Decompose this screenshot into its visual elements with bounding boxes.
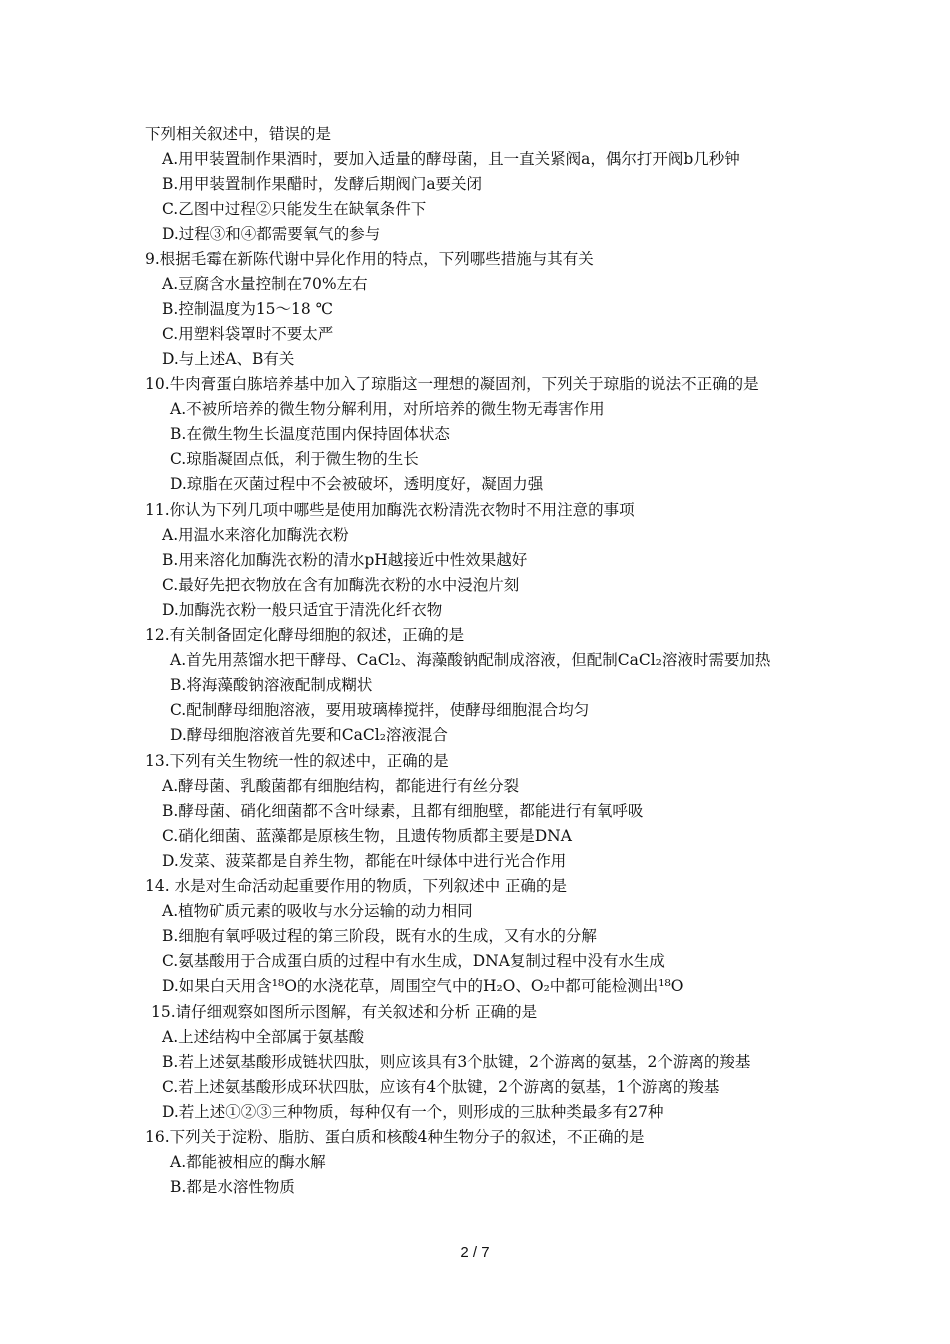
option-14b: B.细胞有氧呼吸过程的第三阶段，既有水的生成，又有水的分解	[162, 927, 597, 945]
question-15: 15.请仔细观察如图所示图解，有关叙述和分析 正确的是	[151, 1003, 538, 1021]
question-14: 14. 水是对生命活动起重要作用的物质，下列叙述中 正确的是	[145, 877, 568, 895]
question-12: 12.有关制备固定化酵母细胞的叙述，正确的是	[145, 626, 465, 644]
option-8a: A.用甲装置制作果酒时，要加入适量的酵母菌，且一直关紧阀a，偶尔打开阀b几秒钟	[162, 150, 740, 168]
question-16: 16.下列关于淀粉、脂肪、蛋白质和核酸4种生物分子的叙述，不正确的是	[145, 1128, 645, 1146]
page-number: 2 / 7	[460, 1244, 490, 1261]
option-14d: D.如果白天用含¹⁸O的水浇花草，周围空气中的H₂O、O₂中都可能检测出¹⁸O	[162, 977, 684, 995]
option-12d: D.酵母细胞溶液首先要和CaCl₂溶液混合	[170, 726, 448, 744]
option-13c: C.硝化细菌、蓝藻都是原核生物，且遗传物质都主要是DNA	[162, 827, 572, 845]
option-11c: C.最好先把衣物放在含有加酶洗衣粉的水中浸泡片刻	[162, 576, 520, 594]
option-11a: A.用温水来溶化加酶洗衣粉	[162, 526, 349, 544]
option-10b: B.在微生物生长温度范围内保持固体状态	[170, 425, 450, 443]
option-9c: C.用塑料袋罩时不要太严	[162, 325, 334, 343]
option-16b: B.都是水溶性物质	[170, 1178, 295, 1196]
option-8d: D.过程③和④都需要氧气的参与	[162, 225, 381, 243]
option-13a: A.酵母菌、乳酸菌都有细胞结构，都能进行有丝分裂	[162, 777, 520, 795]
question-9: 9.根据毛霉在新陈代谢中异化作用的特点，下列哪些措施与其有关	[145, 250, 594, 268]
option-11d: D.加酶洗衣粉一般只适宜于清洗化纤衣物	[162, 601, 443, 619]
option-13d: D.发菜、菠菜都是自养生物，都能在叶绿体中进行光合作用	[162, 852, 567, 870]
option-9d: D.与上述A、B有关	[162, 350, 295, 368]
option-13b: B.酵母菌、硝化细菌都不含叶绿素，且都有细胞壁，都能进行有氧呼吸	[162, 802, 644, 820]
option-12b: B.将海藻酸钠溶液配制成糊状	[170, 676, 373, 694]
option-11b: B.用来溶化加酶洗衣粉的清水pH越接近中性效果越好	[162, 551, 528, 569]
option-9b: B.控制温度为15～18 ℃	[162, 300, 334, 318]
option-14c: C.氨基酸用于合成蛋白质的过程中有水生成，DNA复制过程中没有水生成	[162, 952, 665, 970]
option-15b: B.若上述氨基酸形成链状四肽，则应该具有3个肽键，2个游离的氨基，2个游离的羧基	[162, 1053, 751, 1071]
option-10c: C.琼脂凝固点低，利于微生物的生长	[170, 450, 419, 468]
option-10d: D.琼脂在灭菌过程中不会被破坏，透明度好，凝固力强	[170, 475, 544, 493]
option-9a: A.豆腐含水量控制在70%左右	[162, 275, 368, 293]
question-13: 13.下列有关生物统一性的叙述中，正确的是	[145, 752, 449, 770]
question-11: 11.你认为下列几项中哪些是使用加酶洗衣粉清洗衣物时不用注意的事项	[145, 501, 635, 519]
option-15d: D.若上述①②③三种物质，每种仅有一个，则形成的三肽种类最多有27种	[162, 1103, 664, 1121]
question-10: 10.牛肉膏蛋白胨培养基中加入了琼脂这一理想的凝固剂，下列关于琼脂的说法不正确的是	[145, 375, 759, 393]
option-12c: C.配制酵母细胞溶液，要用玻璃棒搅拌，使酵母细胞混合均匀	[170, 701, 590, 719]
option-12a: A.首先用蒸馏水把干酵母、CaCl₂、海藻酸钠配制成溶液，但配制CaCl₂溶液时需要加热	[170, 651, 771, 669]
option-16a: A.都能被相应的酶水解	[170, 1153, 326, 1171]
option-10a: A.不被所培养的微生物分解利用，对所培养的微生物无毒害作用	[170, 400, 605, 418]
option-14a: A.植物矿质元素的吸收与水分运输的动力相同	[162, 902, 473, 920]
option-8b: B.用甲装置制作果醋时，发酵后期阀门a要关闭	[162, 175, 483, 193]
option-8c: C.乙图中过程②只能发生在缺氧条件下	[162, 200, 427, 218]
question-stem-8: 下列相关叙述中，错误的是	[145, 125, 332, 143]
option-15c: C.若上述氨基酸形成环状四肽，应该有4个肽键，2个游离的氨基，1个游离的羧基	[162, 1078, 720, 1096]
option-15a: A.上述结构中全部属于氨基酸	[162, 1028, 365, 1046]
